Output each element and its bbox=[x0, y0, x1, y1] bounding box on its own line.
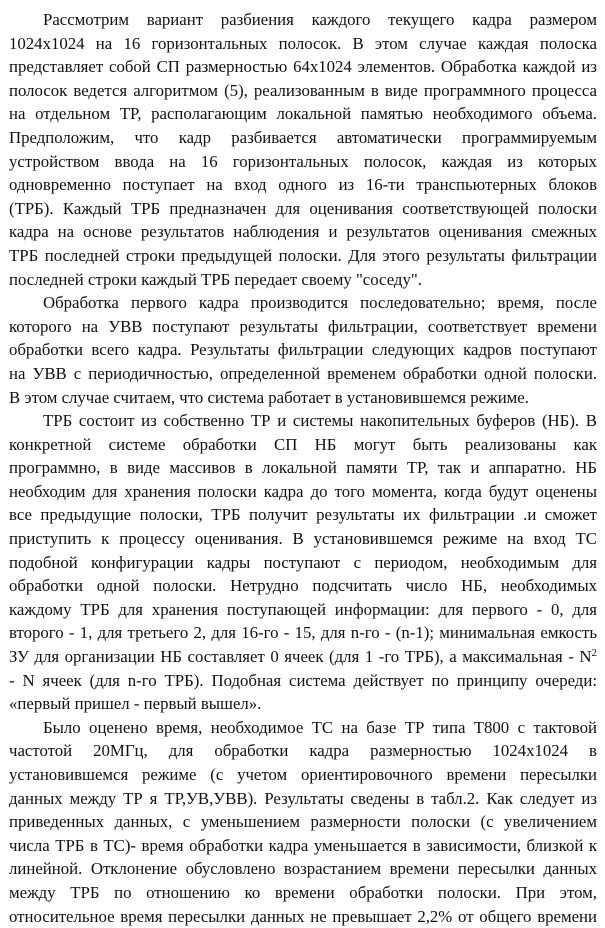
text-line: необходим для хранения полоски кадра до того момента, когда будут оценены bbox=[9, 481, 597, 501]
text-line: данных между ТР я ТР,УВ,УВВ). Результаты сведены в табл.2. Как следует из bbox=[9, 788, 597, 808]
text-line: конкретной системе обработки СП НБ могут быть реализованы как bbox=[9, 434, 597, 454]
paragraph-3 bbox=[9, 409, 597, 716]
text-line: Обработка первого кадра производится последовательно; время, после bbox=[43, 293, 597, 313]
text-line: второго - 1, для третьего 2, для 16-го - 15, для n-го - (n-1); минимальная емкость bbox=[9, 623, 597, 643]
text-line: «первый пришел - первый вышел». bbox=[9, 694, 262, 714]
text-line: на УВВ с периодичностью, определенной временем обработки одной полоски. bbox=[9, 363, 597, 383]
text-line: полосок ведется алгоритмом (5), реализованным в виде программного процесса bbox=[9, 80, 597, 100]
text-line: числа ТРБ в ТС)- время обработки кадра уменьшается в зависимости, близкой к bbox=[9, 835, 597, 855]
text-line: В этом случае считаем, что система работает в установившемся режиме. bbox=[9, 387, 529, 407]
text-line: относительное время пересылки данных не превышает 2,2% от общего времени bbox=[9, 906, 597, 926]
text-line: обработки всего кадра. Результаты фильтрации следующих кадров поступают bbox=[9, 340, 597, 360]
text-line: 1024х1024 на 16 горизонтальных полосок. В этом случае каждая полоска bbox=[9, 33, 597, 53]
text-line: линейной. Отклонение обусловлено возрастанием времени пересылки данных bbox=[9, 859, 597, 879]
text-line: устройством ввода на 16 горизонтальных полосок, каждая из которых bbox=[9, 151, 597, 171]
text-line: приведенных данных, с уменьшением размерности полоски (с увеличением bbox=[9, 812, 597, 832]
text-line: приступить к процессу оценивания. В установившемся режиме на вход ТС bbox=[9, 529, 597, 549]
text-line: ТРБ состоит из собственно ТР и системы накопительных буферов (НБ). В bbox=[43, 411, 597, 431]
text-line: Было оценено время, необходимое ТС на базе ТР типа Т800 с тактовой bbox=[43, 717, 597, 737]
text-line: ТРБ последней строки предыдущей полоски. Для этого результаты фильтрации bbox=[9, 245, 597, 265]
text-line: (ТРБ). Каждый ТРБ предназначен для оценивания соответствующей полоски bbox=[9, 198, 597, 218]
text-line: установившемся режиме (с учетом ориентировочного времени пересылки bbox=[9, 765, 597, 784]
text-line: кадра на основе результатов наблюдения и результатов оценивания смежных bbox=[9, 222, 597, 242]
text-line: на отдельном ТР, располагающим локальной памятью необходимого объема. bbox=[9, 104, 597, 124]
text-line: каждому ТРБ для хранения поступающей информации: для первого - 0, для bbox=[9, 599, 597, 619]
text-line: представляет собой СП размерностью 64х1024 элементов. Обработка каждой из bbox=[9, 57, 597, 77]
text-line: все предыдущие полоски, ТРБ получит результаты их фильтрации .и сможет bbox=[9, 505, 597, 525]
text-line: которого на УВВ поступают результаты фильтрации, соответствует времени bbox=[9, 316, 597, 336]
text-line: последней строки каждый ТРБ передает своему "соседу". bbox=[9, 269, 422, 289]
text-line: - N ячеек (для n-го ТРБ). Подобная система действует по принципу очереди: bbox=[9, 670, 597, 690]
text-line: подобной конфигурации кадры поступают с периодом, необходимым для bbox=[9, 552, 597, 572]
superscript: 2 bbox=[591, 647, 597, 660]
document-page bbox=[9, 8, 597, 928]
text-line: Предположим, что кадр разбивается автоматически программируемым bbox=[9, 127, 597, 147]
paragraph-4 bbox=[9, 716, 597, 928]
paragraph-1 bbox=[9, 8, 597, 291]
text-line: одновременно поступает на вход одного из 16-ти транспьютерных блоков bbox=[9, 175, 597, 195]
text-line: программно, в виде массивов в локальной памяти ТР, так и аппаратно. НБ bbox=[9, 458, 597, 478]
text-line: обработки одной полоски. Нетрудно подсчитать число НБ, необходимых bbox=[9, 576, 597, 596]
text-line: между ТРБ по отношению ко времени обработки полоски. При этом, bbox=[9, 882, 597, 902]
paragraph-2 bbox=[9, 291, 597, 409]
text-line-body: ЗУ для организации НБ составляет 0 ячеек (для 1 -го ТРБ), а максимальная - N bbox=[9, 647, 592, 667]
text-line: частотой 20МГц, для обработки кадра размерностью 1024х1024 в bbox=[9, 741, 597, 761]
text-line-with-superscript bbox=[9, 645, 597, 669]
text-line: Рассмотрим вариант разбиения каждого текущего кадра размером bbox=[43, 10, 597, 29]
